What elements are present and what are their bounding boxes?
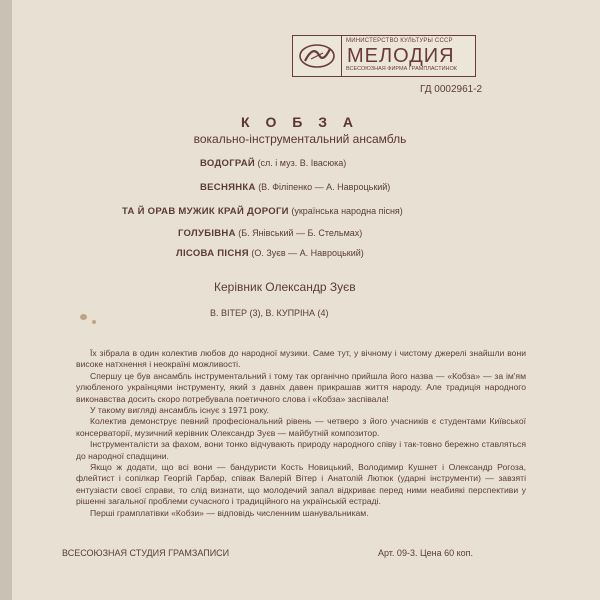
catalog-number: ГД 0002961-2 xyxy=(420,84,483,95)
track-item xyxy=(122,206,403,217)
track-title: ТА Й ОРАВ МУЖИК КРАЙ ДОРОГИ xyxy=(122,206,289,217)
track-credit: (О. Зуєв — А. Навроцький) xyxy=(251,248,364,258)
album-title: К О Б З А xyxy=(241,114,359,130)
paragraph: Якщо ж додати, що всі вони — бандуристи Кость Новицький, Володимир Кушнет і Олександр Рогоза, флейтист і сопілкар Георгій Гарбар, співак Валерій Вітер і Анатолій Лютюк (ударні інструменти) — завзяті ентузіасти своєї справи, то слід визнати, що молодечий запал відкриває перед ними неабиякі перспективи у рішенні загальної проблеми сучасного і традиційного на українській естраді. xyxy=(76,462,526,507)
paragraph: Спершу це був ансамбль інструментальний і тому так органічно прийшла його назва — «Кобза» — за ім'ям улюбленого українцями інструменту, який з давніх давен прикрашав життя народу. Але традиція народного виконавства досить скоро потребувала поетичного слова і «Кобза» заспівала! xyxy=(76,370,526,404)
track-title: ЛІСОВА ПІСНЯ xyxy=(176,248,249,259)
melodiya-logo xyxy=(292,35,476,77)
track-credit: (українська народна пісня) xyxy=(291,206,403,216)
melodiya-emblem-icon xyxy=(293,36,342,76)
paragraph: Інструменталісти за фахом, вони тонко відчувають природу народного співу і так-товно бережно ставляться до народної спадщини. xyxy=(76,439,526,461)
stain xyxy=(92,320,96,324)
brand-name: МЕЛОДИЯ xyxy=(347,45,455,67)
firm-label: ВСЕСОЮЗНАЯ ФИРМА ГРАМПЛАСТИНОК xyxy=(346,66,457,72)
liner-notes xyxy=(76,348,526,519)
paragraph: У такому вигляді ансамбль існує з 1971 року. xyxy=(90,405,270,416)
track-credit: (Б. Янівський — Б. Стельмах) xyxy=(238,228,363,238)
track-item xyxy=(200,158,346,169)
track-title: ВЕСНЯНКА xyxy=(200,182,256,193)
paragraph: Перші грамплатівки «Кобзи» — відповідь численним шанувальникам. xyxy=(90,507,369,518)
stain xyxy=(80,314,87,320)
paragraph: Їх зібрала в один колектив любов до народної музики. Саме тут, у вічному і чистому джерелі знайшли вони високе натхнення і неокраїні можливості. xyxy=(76,348,526,370)
ensemble-leader: Керівник Олександр Зуєв xyxy=(214,280,356,294)
ministry-label: МИНИСТЕРСТВО КУЛЬТУРЫ СССР xyxy=(346,38,453,44)
studio-label: ВСЕСОЮЗНАЯ СТУДИЯ ГРАМЗАПИСИ xyxy=(62,548,230,558)
artwork-credit: В. ВІТЕР (3), В. КУПРІНА (4) xyxy=(210,308,329,318)
album-subtitle: вокально-інструментальний ансамбль xyxy=(193,132,407,146)
track-credit: (сл. і муз. В. Івасюка) xyxy=(257,158,347,168)
track-item xyxy=(200,182,390,193)
track-item xyxy=(176,248,364,259)
paragraph: Колектив демонструє певний професіональний рівень — четверо з його учасників є студентами Київської консерваторії, музичний керівник Олександр Зуєв — майбутній композитор. xyxy=(76,416,526,438)
track-item xyxy=(178,228,362,239)
price-label: Арт. 09-3. Цена 60 коп. xyxy=(378,548,474,558)
logo-text xyxy=(342,36,475,76)
track-title: ВОДОГРАЙ xyxy=(200,158,256,169)
track-title: ГОЛУБІВНА xyxy=(178,228,236,239)
track-credit: (В. Філіпенко — А. Навроцький) xyxy=(258,182,391,192)
